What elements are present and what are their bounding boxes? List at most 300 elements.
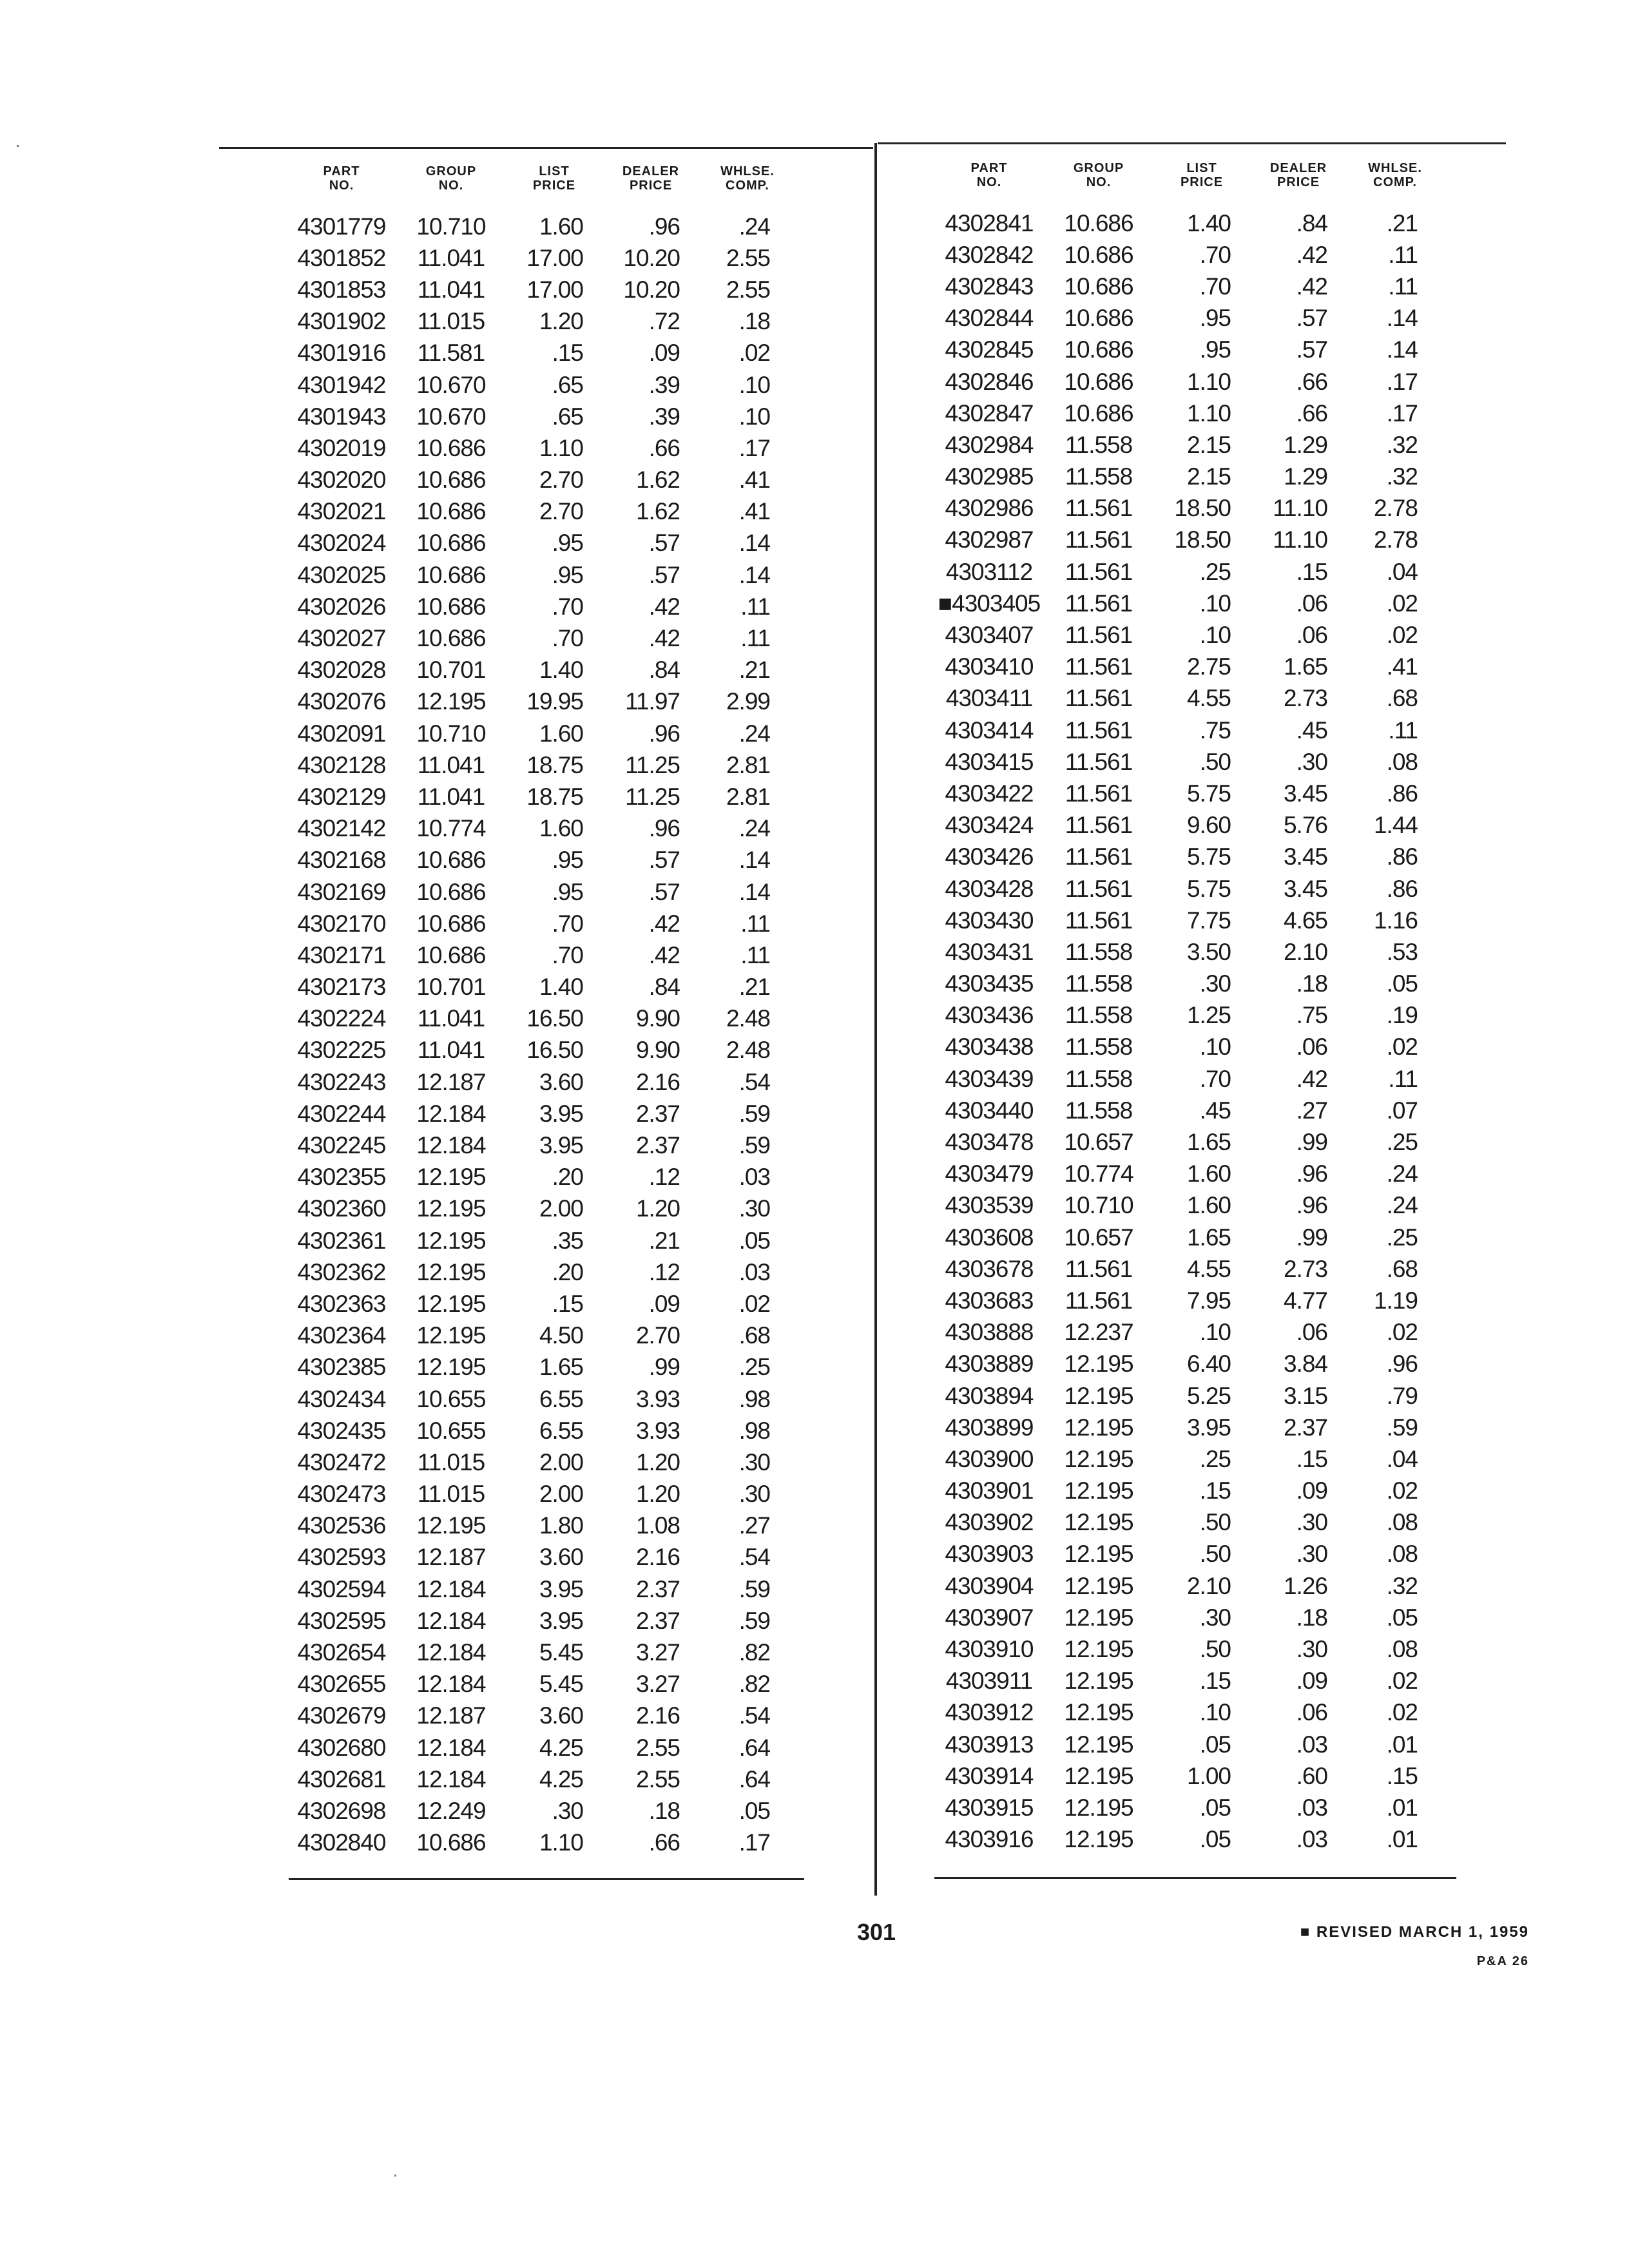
list-price-cell: 5.75 — [1186, 780, 1231, 807]
group-number-cell: 11.015 — [417, 1481, 485, 1508]
group-number-cell: 10.686 — [1064, 336, 1133, 363]
whlse-comp-cell: .21 — [738, 974, 770, 1001]
list-price-cell: 3.95 — [539, 1132, 583, 1159]
group-number-cell: 10.701 — [416, 974, 486, 1001]
right-table-body — [934, 207, 1463, 1856]
whlse-comp-cell: 1.19 — [1373, 1287, 1418, 1314]
list-price-cell: .70 — [552, 593, 583, 620]
group-number-cell: 11.561 — [1065, 526, 1133, 553]
dealer-price-cell: .42 — [648, 625, 680, 652]
dealer-price-cell: .30 — [1296, 748, 1327, 775]
part-number-cell: 4302679 — [297, 1702, 386, 1729]
table-row — [287, 622, 815, 654]
table-row — [934, 1760, 1463, 1792]
group-number-cell: 11.561 — [1065, 843, 1133, 870]
dealer-price-cell: 2.37 — [635, 1607, 680, 1634]
list-price-cell: 17.00 — [526, 276, 583, 303]
list-price-header: LIST PRICE — [1180, 161, 1224, 189]
table-row — [934, 588, 1463, 619]
list-price-cell: 2.15 — [1186, 463, 1231, 490]
scan-speck — [17, 145, 19, 147]
part-number-cell: 4302847 — [945, 399, 1034, 427]
dealer-price-cell: 2.37 — [635, 1575, 680, 1602]
part-number-cell: 4302536 — [297, 1512, 386, 1539]
list-price-cell: .95 — [552, 878, 583, 905]
whlse-comp-cell: .64 — [738, 1765, 770, 1792]
part-number-cell: 4302173 — [297, 974, 386, 1001]
table-row — [287, 242, 815, 274]
list-price-cell: 2.15 — [1186, 431, 1231, 458]
list-price-cell: .15 — [552, 340, 583, 367]
whlse-comp-cell: .59 — [738, 1100, 770, 1127]
group-number-cell: 10.774 — [416, 815, 486, 842]
list-price-cell: 1.80 — [539, 1512, 583, 1539]
dealer-price-cell: 10.20 — [623, 276, 680, 303]
group-number-cell: 11.041 — [417, 244, 485, 271]
part-number-cell: 4303903 — [945, 1541, 1034, 1568]
group-no-header: GROUP NO. — [425, 164, 477, 193]
column-divider — [874, 143, 877, 1896]
part-number-cell: 4302434 — [297, 1385, 386, 1412]
whlse-comp-cell: .24 — [738, 720, 770, 747]
part-number-cell: 4303910 — [945, 1636, 1034, 1663]
dealer-price-cell: .96 — [1296, 1160, 1327, 1187]
list-price-cell: .10 — [1199, 1033, 1231, 1061]
list-price-cell: 5.45 — [539, 1671, 583, 1698]
group-number-cell: 11.561 — [1065, 685, 1133, 712]
list-price-cell: 1.10 — [1186, 399, 1231, 427]
table-row — [287, 845, 815, 876]
dealer-price-cell: .96 — [648, 720, 680, 747]
table-row — [934, 1285, 1463, 1316]
part-number-cell: 4303683 — [945, 1287, 1034, 1314]
group-number-cell: 10.710 — [416, 213, 486, 240]
part-number-cell: 4302027 — [297, 625, 386, 652]
whlse-comp-cell: .98 — [738, 1417, 770, 1444]
list-price-cell: 5.25 — [1186, 1382, 1231, 1409]
dealer-price-cell: .57 — [1296, 305, 1327, 332]
list-price-cell: .10 — [1199, 1699, 1231, 1726]
table-row — [934, 1032, 1463, 1063]
whlse-comp-cell: .02 — [738, 340, 770, 367]
dealer-price-cell: 3.27 — [635, 1639, 680, 1666]
group-number-cell: 12.184 — [416, 1671, 486, 1698]
table-row — [934, 715, 1463, 746]
whlse-comp-cell: .17 — [738, 434, 770, 461]
part-number-cell: 4302169 — [297, 878, 386, 905]
table-row — [934, 1570, 1463, 1602]
part-number-cell: 4302243 — [297, 1068, 386, 1095]
table-row — [934, 968, 1463, 1000]
part-number-cell: 4303894 — [945, 1382, 1034, 1409]
group-number-cell: 10.686 — [416, 498, 486, 525]
group-number-cell: 10.701 — [416, 657, 486, 684]
group-number-cell: 11.561 — [1065, 812, 1133, 839]
whlse-comp-cell: .68 — [1386, 685, 1418, 712]
whlse-comp-cell: .17 — [738, 1829, 770, 1856]
list-price-cell: 1.60 — [539, 213, 583, 240]
table-row — [934, 778, 1463, 809]
group-number-cell: 10.686 — [416, 434, 486, 461]
table-row — [287, 749, 815, 781]
table-row — [287, 813, 815, 845]
dealer-price-cell: .96 — [1296, 1192, 1327, 1219]
part-number-cell: 4303426 — [945, 843, 1034, 870]
group-number-cell: 12.237 — [1064, 1319, 1133, 1346]
whlse-comp-cell: .24 — [738, 213, 770, 240]
whlse-comp-cell: .05 — [1386, 1604, 1418, 1631]
list-price-cell: .70 — [552, 625, 583, 652]
table-row — [934, 1253, 1463, 1285]
whlse-comp-cell: .07 — [1386, 1097, 1418, 1124]
group-number-cell: 12.195 — [1064, 1826, 1133, 1853]
table-row — [934, 556, 1463, 588]
list-price-cell: 1.40 — [539, 657, 583, 684]
table-row — [934, 461, 1463, 493]
table-row — [934, 1158, 1463, 1190]
list-price-cell: 5.75 — [1186, 875, 1231, 902]
group-number-cell: 10.686 — [1064, 399, 1133, 427]
table-row — [934, 905, 1463, 936]
list-price-cell: .75 — [1199, 716, 1231, 744]
dealer-price-cell: 1.29 — [1283, 463, 1327, 490]
whlse-comp-cell: .54 — [738, 1544, 770, 1571]
part-number-cell: 4302842 — [945, 241, 1034, 268]
part-number-cell: 4302681 — [297, 1765, 386, 1792]
whlse-comp-cell: .01 — [1386, 1794, 1418, 1821]
group-number-cell: 11.561 — [1065, 1287, 1133, 1314]
table-row — [287, 369, 815, 401]
whlse-comp-cell: .02 — [1386, 1033, 1418, 1061]
part-number-cell: 4302020 — [297, 466, 386, 494]
whlse-comp-cell: .08 — [1386, 1509, 1418, 1536]
list-price-cell: .50 — [1199, 1636, 1231, 1663]
group-no-header: GROUP NO. — [1073, 161, 1124, 189]
list-price-cell: .05 — [1199, 1794, 1231, 1821]
table-row — [934, 1380, 1463, 1412]
dealer-price-cell: 9.90 — [635, 1037, 680, 1064]
part-number-cell: 4301853 — [297, 276, 386, 303]
dealer-price-cell: .12 — [648, 1164, 680, 1191]
group-number-cell: 10.686 — [416, 593, 486, 620]
whlse-comp-cell: .86 — [1386, 780, 1418, 807]
group-number-cell: 10.686 — [416, 878, 486, 905]
group-number-cell: 11.581 — [417, 340, 485, 367]
part-number-cell: 4302987 — [945, 526, 1034, 553]
part-number-cell: 4302225 — [297, 1037, 386, 1064]
part-number-cell: 4303415 — [945, 748, 1034, 775]
dealer-price-cell: .57 — [648, 561, 680, 588]
part-number-cell: 4302362 — [297, 1258, 386, 1285]
part-number-cell: 4302025 — [297, 561, 386, 588]
list-price-cell: 4.55 — [1186, 1255, 1231, 1282]
page-number: 301 — [856, 1919, 896, 1945]
whlse-comp-cell: .02 — [1386, 1699, 1418, 1726]
whlse-comp-cell: .14 — [738, 530, 770, 557]
list-price-cell: 9.60 — [1186, 812, 1231, 839]
dealer-price-cell: .99 — [648, 1354, 680, 1381]
group-number-cell: 10.686 — [1064, 368, 1133, 395]
group-number-cell: 10.686 — [1064, 241, 1133, 268]
group-number-cell: 10.686 — [416, 561, 486, 588]
whlse-comp-cell: .04 — [1386, 558, 1418, 585]
group-number-cell: 10.686 — [416, 466, 486, 494]
table-row — [934, 1602, 1463, 1633]
list-price-cell: 7.95 — [1186, 1287, 1231, 1314]
whlse-comp-cell: .15 — [1386, 1762, 1418, 1789]
table-row — [287, 1320, 815, 1352]
part-number-cell: 4303914 — [945, 1762, 1034, 1789]
list-price-cell: 18.75 — [526, 751, 583, 778]
whlse-comp-cell: .01 — [1386, 1826, 1418, 1853]
part-no-header: PART NO. — [970, 161, 1008, 189]
part-number-cell: 4303608 — [945, 1224, 1034, 1251]
list-price-cell: .95 — [1199, 336, 1231, 363]
table-row — [287, 781, 815, 812]
group-number-cell: 11.561 — [1065, 1255, 1133, 1282]
list-price-cell: .95 — [552, 530, 583, 557]
part-number-cell: 4303888 — [945, 1319, 1034, 1346]
table-row — [934, 1443, 1463, 1475]
whlse-comp-cell: .14 — [738, 561, 770, 588]
whlse-comp-cell: .41 — [1386, 653, 1418, 680]
whlse-comp-cell: .68 — [738, 1322, 770, 1349]
table-row — [287, 1035, 815, 1066]
list-price-cell: 1.65 — [1186, 1224, 1231, 1251]
dealer-price-cell: .03 — [1296, 1731, 1327, 1758]
group-number-cell: 12.187 — [416, 1068, 486, 1095]
whlse-comp-cell: .59 — [738, 1575, 770, 1602]
group-number-cell: 12.195 — [416, 1258, 486, 1285]
list-price-cell: .10 — [1199, 1319, 1231, 1346]
list-price-cell: .30 — [552, 1797, 583, 1824]
table-row — [287, 1700, 815, 1732]
whlse-comp-cell: .54 — [738, 1068, 770, 1095]
list-price-cell: .20 — [552, 1164, 583, 1191]
whlse-comp-cell: .11 — [1388, 716, 1418, 744]
part-number-cell: 4302840 — [297, 1829, 386, 1856]
part-number-cell: 4302986 — [945, 495, 1034, 522]
group-number-cell: 11.558 — [1065, 1033, 1133, 1061]
group-number-cell: 10.655 — [416, 1385, 486, 1412]
list-price-cell: 2.70 — [539, 466, 583, 494]
whlse-comp-cell: .03 — [738, 1258, 770, 1285]
whlse-comp-cell: .24 — [1386, 1160, 1418, 1187]
table-row — [287, 1669, 815, 1700]
table-row — [934, 1349, 1463, 1380]
table-row — [287, 655, 815, 686]
dealer-price-cell: 3.93 — [635, 1385, 680, 1412]
whlse-comp-cell: 2.55 — [726, 244, 770, 271]
part-number-cell: 4302846 — [945, 368, 1034, 395]
dealer-price-cell: .42 — [1296, 1065, 1327, 1092]
whlse-comp-cell: .02 — [1386, 590, 1418, 617]
list-price-cell: .70 — [552, 910, 583, 937]
table-row — [287, 1795, 815, 1827]
whlse-comp-cell: .64 — [738, 1734, 770, 1761]
group-number-cell: 11.561 — [1065, 653, 1133, 680]
right-price-table — [934, 161, 1463, 1856]
list-price-cell: .50 — [1199, 1509, 1231, 1536]
dealer-price-cell: 1.08 — [635, 1512, 680, 1539]
group-number-cell: 12.195 — [1064, 1572, 1133, 1599]
part-number-cell: 4303430 — [945, 907, 1034, 934]
group-number-cell: 11.558 — [1065, 970, 1133, 997]
whlse-comp-cell: .03 — [738, 1164, 770, 1191]
group-number-cell: 11.561 — [1065, 495, 1133, 522]
dealer-price-cell: .42 — [648, 941, 680, 968]
whlse-comp-cell: .10 — [738, 371, 770, 398]
part-number-cell: 4303422 — [945, 780, 1034, 807]
list-price-cell: 18.50 — [1174, 526, 1231, 553]
table-row — [934, 1666, 1463, 1697]
list-price-cell: 1.10 — [1186, 368, 1231, 395]
dealer-price-cell: 1.29 — [1283, 431, 1327, 458]
part-number-cell: 4303902 — [945, 1509, 1034, 1536]
table-row — [934, 1222, 1463, 1253]
part-number-cell: 4303911 — [945, 1667, 1033, 1695]
part-number-cell: 4303913 — [945, 1731, 1034, 1758]
group-number-cell: 10.686 — [1064, 209, 1133, 236]
part-number-cell: 4302360 — [297, 1195, 386, 1222]
part-number-cell: 4302128 — [297, 751, 386, 778]
whlse-comp-cell: .30 — [738, 1448, 770, 1475]
dealer-price-cell: 1.26 — [1283, 1572, 1327, 1599]
table-row — [287, 338, 815, 369]
part-number-cell: 4302594 — [297, 1575, 386, 1602]
part-number-cell: 4302984 — [945, 431, 1034, 458]
dealer-price-cell: 3.27 — [635, 1671, 680, 1698]
dealer-price-cell: .57 — [648, 878, 680, 905]
group-number-cell: 10.686 — [416, 847, 486, 874]
whlse-comp-cell: 2.81 — [726, 751, 770, 778]
group-number-cell: 10.686 — [416, 530, 486, 557]
table-row — [287, 211, 815, 242]
part-number-cell: 4301902 — [297, 308, 386, 335]
table-row — [287, 1193, 815, 1225]
table-row — [934, 429, 1463, 461]
table-row — [287, 1479, 815, 1510]
group-number-cell: 11.561 — [1065, 558, 1133, 585]
dealer-price-cell: .06 — [1296, 1033, 1327, 1061]
list-price-cell: 2.00 — [539, 1195, 583, 1222]
group-number-cell: 10.670 — [416, 403, 486, 430]
list-price-cell: .35 — [552, 1227, 583, 1254]
dealer-price-cell: .09 — [1296, 1477, 1327, 1504]
list-price-cell: .05 — [1199, 1731, 1231, 1758]
table-row — [287, 401, 815, 432]
part-no-header: PART NO. — [323, 164, 360, 193]
part-number-cell: 4303414 — [945, 716, 1034, 744]
part-number-cell: 4301943 — [297, 403, 386, 430]
group-number-cell: 11.561 — [1065, 590, 1133, 617]
table-row — [934, 1507, 1463, 1539]
table-row — [934, 810, 1463, 841]
table-row — [934, 1824, 1463, 1856]
list-price-cell: 2.00 — [539, 1448, 583, 1475]
whlse-comp-cell: .14 — [738, 847, 770, 874]
dealer-price-cell: .12 — [648, 1258, 680, 1285]
dealer-price-cell: .57 — [648, 530, 680, 557]
part-number-cell: 4303435 — [945, 970, 1034, 997]
whlse-comp-cell: .02 — [1386, 1477, 1418, 1504]
table-row — [287, 1605, 815, 1637]
table-row — [287, 1288, 815, 1320]
list-price-cell: 4.50 — [539, 1322, 583, 1349]
whlse-comp-cell: 2.48 — [726, 1037, 770, 1064]
list-price-cell: 2.10 — [1186, 1572, 1231, 1599]
whlse-comp-cell: .30 — [738, 1481, 770, 1508]
group-number-cell: 12.195 — [1064, 1509, 1133, 1536]
part-number-cell: 4302841 — [945, 209, 1034, 236]
dealer-price-cell: 2.10 — [1283, 938, 1327, 965]
part-number-cell: 4303428 — [945, 875, 1034, 902]
whlse-comp-cell: .02 — [738, 1290, 770, 1317]
table-row — [287, 528, 815, 559]
right-table-header — [934, 161, 1463, 193]
list-price-cell: 1.40 — [539, 974, 583, 1001]
bottom-rule-right — [934, 1877, 1456, 1879]
dealer-price-cell: .18 — [1296, 1604, 1327, 1631]
table-row — [934, 239, 1463, 271]
group-number-cell: 12.195 — [416, 1164, 486, 1191]
dealer-price-cell: 1.20 — [635, 1448, 680, 1475]
dealer-price-cell: .15 — [1296, 558, 1327, 585]
whlse-comp-cell: 1.16 — [1373, 907, 1418, 934]
whlse-comp-cell: .14 — [1386, 305, 1418, 332]
table-row — [934, 1539, 1463, 1570]
whlse-comp-cell: .11 — [1388, 241, 1418, 268]
list-price-cell: 1.20 — [539, 308, 583, 335]
dealer-price-cell: .96 — [648, 815, 680, 842]
list-price-cell: .95 — [1199, 305, 1231, 332]
group-number-cell: 12.184 — [416, 1575, 486, 1602]
list-price-cell: 1.60 — [539, 720, 583, 747]
whlse-comp-cell: .24 — [1386, 1192, 1418, 1219]
part-number-cell: 4301779 — [297, 213, 386, 240]
dealer-price-cell: 9.90 — [635, 1005, 680, 1032]
list-price-cell: .65 — [552, 371, 583, 398]
table-row — [287, 1446, 815, 1478]
dealer-price-cell: 1.62 — [635, 498, 680, 525]
group-number-cell: 12.195 — [1064, 1477, 1133, 1504]
whlse-comp-cell: .05 — [1386, 970, 1418, 997]
dealer-price-cell: 11.25 — [625, 783, 680, 810]
list-price-cell: 4.25 — [539, 1765, 583, 1792]
dealer-price-cell: .18 — [648, 1797, 680, 1824]
group-number-cell: 11.561 — [1065, 716, 1133, 744]
list-price-cell: .30 — [1199, 970, 1231, 997]
part-number-cell: 4302985 — [945, 463, 1034, 490]
group-number-cell: 12.195 — [416, 1354, 486, 1381]
dealer-price-cell: .03 — [1296, 1794, 1327, 1821]
table-row — [934, 493, 1463, 524]
whlse-comp-cell: .11 — [740, 910, 770, 937]
whlse-comp-cell: .05 — [738, 1797, 770, 1824]
whlse-comp-cell: .21 — [738, 657, 770, 684]
part-number-cell: 4302593 — [297, 1544, 386, 1571]
dealer-price-cell: .09 — [1296, 1667, 1327, 1695]
dealer-price-cell: 2.37 — [635, 1100, 680, 1127]
whlse-comp-cell: .11 — [1388, 273, 1418, 300]
part-number-cell: 4303438 — [945, 1033, 1034, 1061]
table-row — [287, 1066, 815, 1098]
whlse-comp-cell: .17 — [1386, 399, 1418, 427]
part-number-cell: 4303904 — [945, 1572, 1034, 1599]
part-number-cell: 4302021 — [297, 498, 386, 525]
table-row — [934, 1063, 1463, 1095]
part-number-cell: 4303889 — [945, 1350, 1034, 1378]
